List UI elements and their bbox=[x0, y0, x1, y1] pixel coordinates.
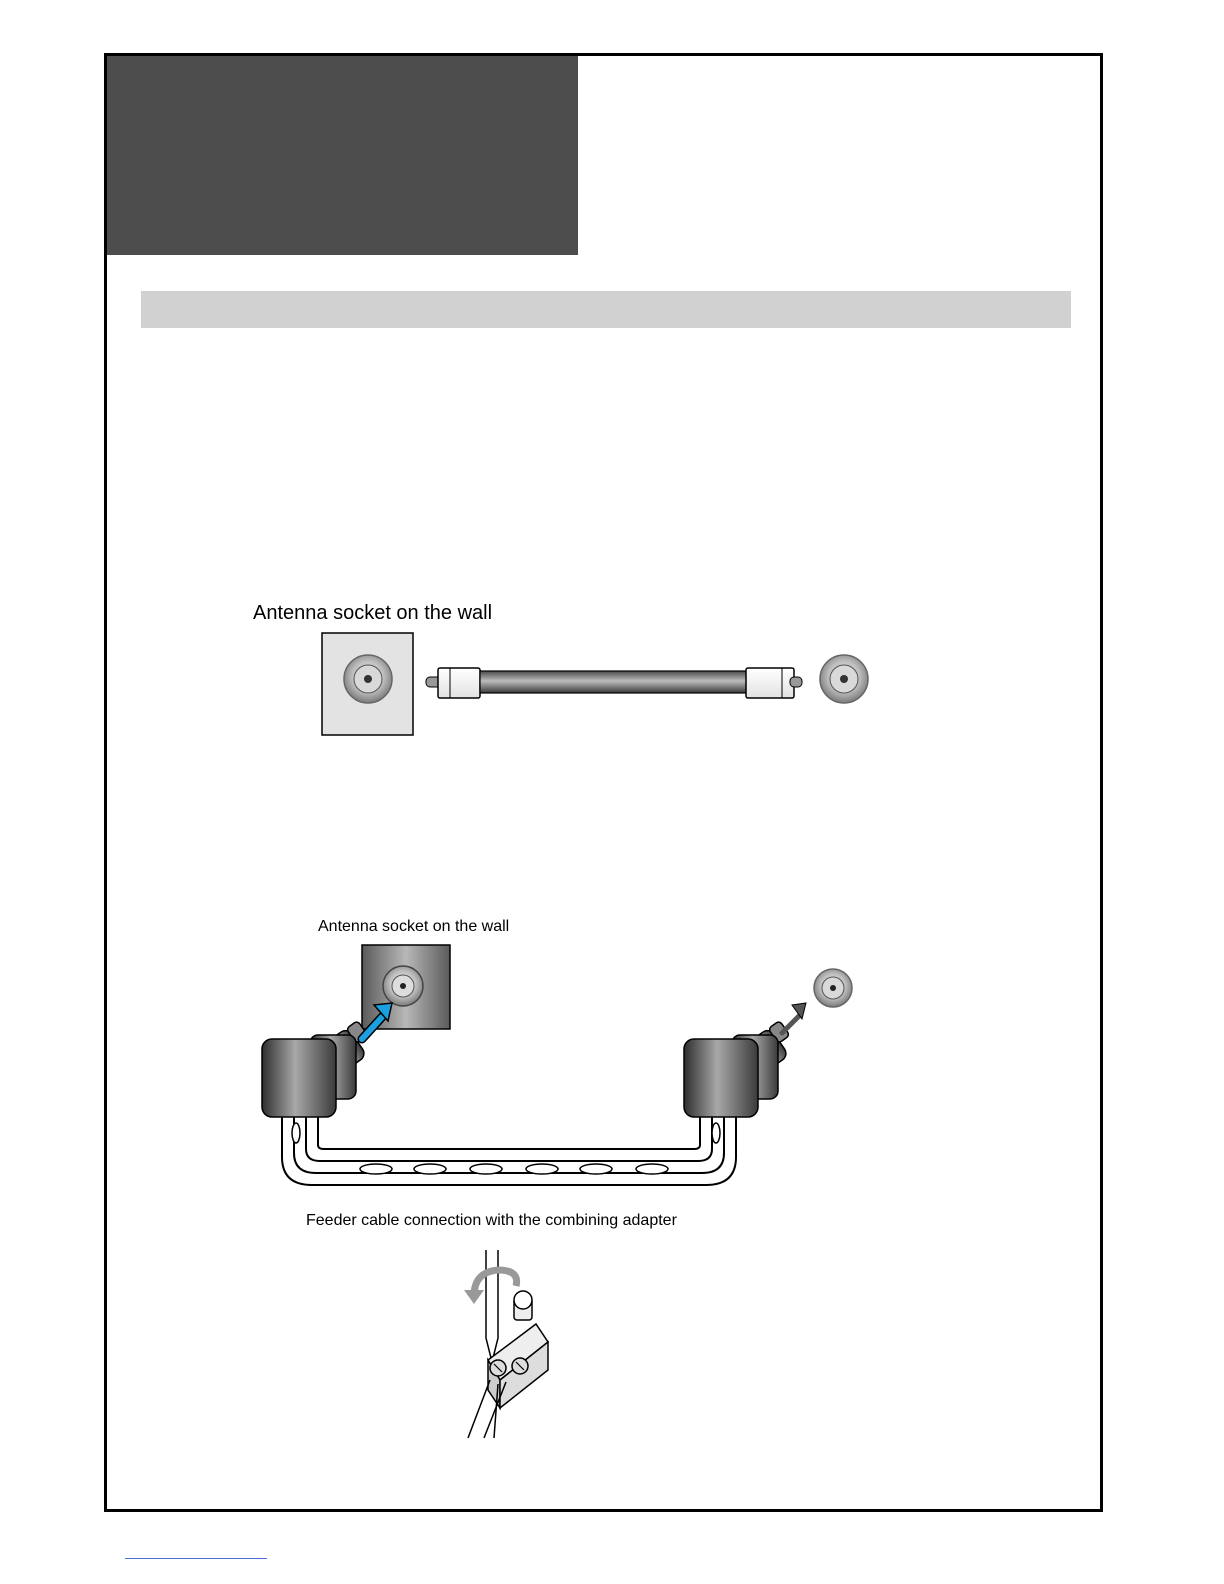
figure-combining-adapter bbox=[250, 935, 900, 1205]
section-heading-bar bbox=[141, 291, 1071, 328]
figure-2-caption: Feeder cable connection with the combining adapter bbox=[306, 1212, 677, 1229]
tv-antenna-input-icon bbox=[820, 655, 868, 703]
coaxial-cable-icon bbox=[426, 668, 802, 698]
figure-screw-terminal bbox=[440, 1250, 580, 1450]
chapter-header-block bbox=[107, 56, 578, 255]
right-adapter-icon bbox=[684, 1021, 790, 1117]
figure-1-label: Antenna socket on the wall bbox=[253, 602, 493, 624]
feeder-cable-icon bbox=[282, 1105, 736, 1185]
footer-link-underline[interactable] bbox=[125, 1558, 267, 1559]
tv-antenna-input-icon bbox=[814, 969, 852, 1007]
output-arrow-icon bbox=[782, 1015, 800, 1033]
left-adapter-icon bbox=[262, 1021, 368, 1117]
wall-socket-plate-icon bbox=[362, 945, 450, 1029]
figure-2-label: Antenna socket on the wall bbox=[318, 918, 510, 935]
page-frame bbox=[104, 53, 1103, 1512]
figure-wall-socket-direct bbox=[300, 625, 900, 745]
wall-socket-icon bbox=[322, 633, 413, 735]
